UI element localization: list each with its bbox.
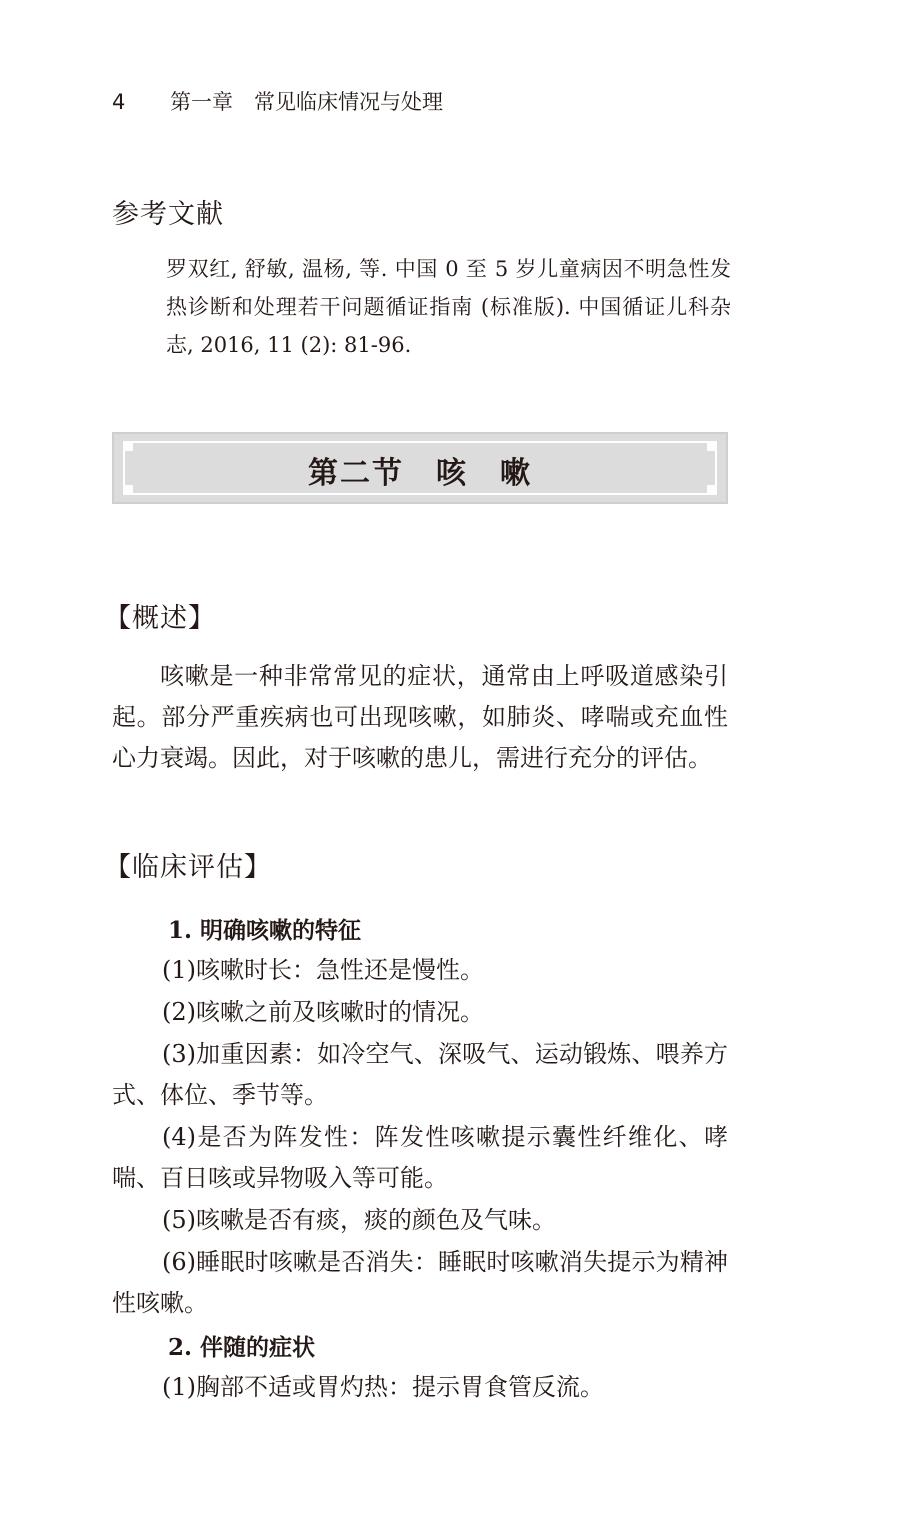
list-item: (6)睡眠时咳嗽是否消失：睡眠时咳嗽消失提示为精神性咳嗽。 [112,1248,728,1317]
list-item: (3)加重因素：如冷空气、深吸气、运动锻炼、喂养方式、体位、季节等。 [112,1040,728,1109]
section-banner [112,432,728,504]
references-heading: 参考文献 [112,199,224,230]
reference-entry: 罗双红, 舒敏, 温杨, 等. 中国 0 至 5 岁儿童病因不明急性发热诊断和处理若干问题循证指南 (标准版). 中国循证儿科杂志, 2016, 11 (2): 81-96. [166,257,731,357]
clinical-assessment-heading: 【临床评估】 [104,852,272,883]
list-item: (1)咳嗽时长：急性还是慢性。 [162,956,484,984]
section-title: 第二节 咳 嗽 [308,456,532,491]
chapter-title: 第一章 常见临床情况与处理 [170,90,443,114]
list-item: (5)咳嗽是否有痰，痰的颜色及气味。 [162,1206,556,1234]
overview-paragraph: 咳嗽是一种非常常见的症状，通常由上呼吸道感染引起。部分严重疾病也可出现咳嗽，如肺炎、哮喘或充血性心力衰竭。因此，对于咳嗽的患儿，需进行充分的评估。 [112,662,728,772]
page-number: 4 [112,90,126,114]
list-item: (1)胸部不适或胃灼热：提示胃食管反流。 [162,1373,604,1401]
list-item: (2)咳嗽之前及咳嗽时的情况。 [162,998,484,1026]
list-item: (4)是否为阵发性：阵发性咳嗽提示囊性纤维化、哮喘、百日咳或异物吸入等可能。 [112,1123,728,1192]
sub-heading-cough-features: 1. 明确咳嗽的特征 [168,917,362,944]
overview-heading: 【概述】 [104,603,216,634]
sub-heading-accompanying-symptoms: 2. 伴随的症状 [168,1334,316,1361]
running-head [112,86,443,116]
